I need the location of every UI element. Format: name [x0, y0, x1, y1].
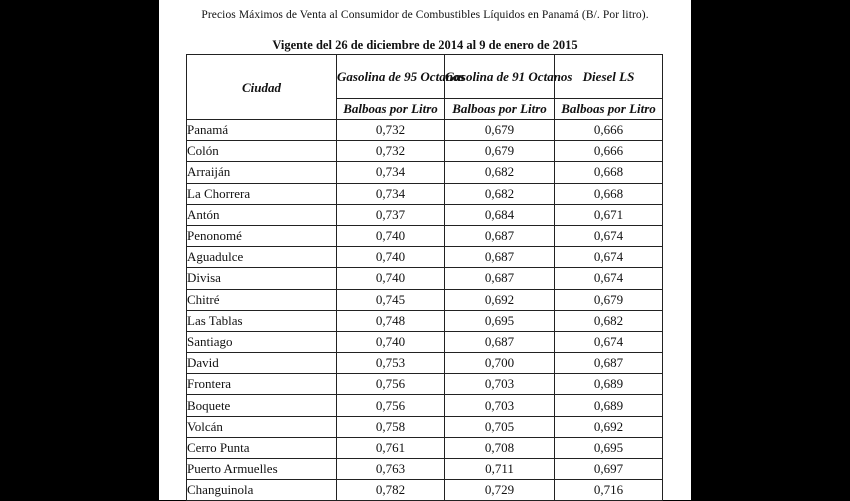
- gasoline-95-price: 0,734: [337, 183, 445, 204]
- diesel-ls-price: 0,666: [555, 120, 663, 141]
- city-cell: Volcán: [187, 416, 337, 437]
- unit-label: Balboas por Litro: [337, 98, 445, 119]
- gasoline-91-price: 0,711: [445, 459, 555, 480]
- city-cell: Arraiján: [187, 162, 337, 183]
- diesel-ls-price: 0,666: [555, 141, 663, 162]
- city-cell: Frontera: [187, 374, 337, 395]
- gasoline-95-price: 0,756: [337, 395, 445, 416]
- table-row: [187, 289, 663, 310]
- gasoline-95-price: 0,748: [337, 310, 445, 331]
- gasoline-91-price: 0,703: [445, 374, 555, 395]
- document-page: [159, 0, 691, 500]
- city-cell: Changuinola: [187, 480, 337, 501]
- table-row: [187, 225, 663, 246]
- diesel-ls-price: 0,682: [555, 310, 663, 331]
- city-column-header: Ciudad: [187, 55, 337, 120]
- city-cell: Cerro Punta: [187, 437, 337, 458]
- city-cell: David: [187, 353, 337, 374]
- gasoline-91-price: 0,687: [445, 247, 555, 268]
- gasoline-95-price: 0,758: [337, 416, 445, 437]
- table-row: [187, 120, 663, 141]
- diesel-ls-price: 0,674: [555, 247, 663, 268]
- table-row: [187, 395, 663, 416]
- gasoline-91-price: 0,687: [445, 268, 555, 289]
- header-row: [187, 55, 663, 99]
- city-cell: Penonomé: [187, 225, 337, 246]
- diesel-ls-price: 0,679: [555, 289, 663, 310]
- diesel-ls-price: 0,687: [555, 353, 663, 374]
- table-row: [187, 331, 663, 352]
- table-row: [187, 268, 663, 289]
- gasoline-91-price: 0,700: [445, 353, 555, 374]
- diesel-ls-price: 0,692: [555, 416, 663, 437]
- gasoline-91-price: 0,687: [445, 331, 555, 352]
- diesel-ls-price: 0,668: [555, 183, 663, 204]
- gasoline-91-price: 0,729: [445, 480, 555, 501]
- gasoline-95-price: 0,740: [337, 225, 445, 246]
- diesel-ls-price: 0,697: [555, 459, 663, 480]
- gasoline-95-price: 0,740: [337, 247, 445, 268]
- city-cell: Aguadulce: [187, 247, 337, 268]
- table-row: [187, 183, 663, 204]
- diesel-ls-price: 0,671: [555, 204, 663, 225]
- gasoline-95-price: 0,732: [337, 120, 445, 141]
- diesel-ls-price: 0,674: [555, 331, 663, 352]
- gasoline-95-price: 0,732: [337, 141, 445, 162]
- table-row: [187, 353, 663, 374]
- city-cell: Boquete: [187, 395, 337, 416]
- unit-label: Balboas por Litro: [555, 98, 663, 119]
- table-row: [187, 141, 663, 162]
- gasoline-91-price: 0,695: [445, 310, 555, 331]
- gasoline-91-header: Gasolina de 91 Octanos: [445, 55, 555, 99]
- table-row: [187, 459, 663, 480]
- gasoline-95-header: Gasolina de 95 Octanos: [337, 55, 445, 99]
- diesel-ls-price: 0,695: [555, 437, 663, 458]
- diesel-ls-header: Diesel LS: [555, 55, 663, 99]
- document-title: Precios Máximos de Venta al Consumidor de Combustibles Líquidos en Panamá (B/. Por litro).: [201, 9, 649, 21]
- fuel-price-table: [186, 54, 663, 501]
- table-row: [187, 162, 663, 183]
- gasoline-95-price: 0,740: [337, 268, 445, 289]
- gasoline-95-price: 0,737: [337, 204, 445, 225]
- diesel-ls-price: 0,689: [555, 395, 663, 416]
- table-row: [187, 416, 663, 437]
- price-rows: [187, 120, 663, 501]
- gasoline-91-price: 0,703: [445, 395, 555, 416]
- city-cell: Puerto Armuelles: [187, 459, 337, 480]
- gasoline-95-price: 0,745: [337, 289, 445, 310]
- table-row: [187, 480, 663, 501]
- gasoline-95-price: 0,763: [337, 459, 445, 480]
- diesel-ls-price: 0,674: [555, 225, 663, 246]
- diesel-ls-price: 0,689: [555, 374, 663, 395]
- table-row: [187, 437, 663, 458]
- table-row: [187, 204, 663, 225]
- city-cell: Divisa: [187, 268, 337, 289]
- gasoline-95-price: 0,753: [337, 353, 445, 374]
- city-cell: Antón: [187, 204, 337, 225]
- gasoline-95-price: 0,734: [337, 162, 445, 183]
- diesel-ls-price: 0,716: [555, 480, 663, 501]
- city-cell: Las Tablas: [187, 310, 337, 331]
- city-cell: Panamá: [187, 120, 337, 141]
- table-row: [187, 310, 663, 331]
- gasoline-95-price: 0,740: [337, 331, 445, 352]
- diesel-ls-price: 0,674: [555, 268, 663, 289]
- table-row: [187, 374, 663, 395]
- table-row: [187, 247, 663, 268]
- unit-label: Balboas por Litro: [445, 98, 555, 119]
- gasoline-95-price: 0,782: [337, 480, 445, 501]
- city-cell: Chitré: [187, 289, 337, 310]
- gasoline-91-price: 0,682: [445, 162, 555, 183]
- city-cell: La Chorrera: [187, 183, 337, 204]
- gasoline-91-price: 0,708: [445, 437, 555, 458]
- gasoline-91-price: 0,682: [445, 183, 555, 204]
- gasoline-91-price: 0,705: [445, 416, 555, 437]
- gasoline-91-price: 0,692: [445, 289, 555, 310]
- validity-period: Vigente del 26 de diciembre de 2014 al 9 de enero de 2015: [272, 38, 578, 52]
- gasoline-95-price: 0,756: [337, 374, 445, 395]
- city-cell: Colón: [187, 141, 337, 162]
- gasoline-91-price: 0,679: [445, 141, 555, 162]
- gasoline-91-price: 0,679: [445, 120, 555, 141]
- gasoline-91-price: 0,687: [445, 225, 555, 246]
- diesel-ls-price: 0,668: [555, 162, 663, 183]
- city-cell: Santiago: [187, 331, 337, 352]
- gasoline-95-price: 0,761: [337, 437, 445, 458]
- gasoline-91-price: 0,684: [445, 204, 555, 225]
